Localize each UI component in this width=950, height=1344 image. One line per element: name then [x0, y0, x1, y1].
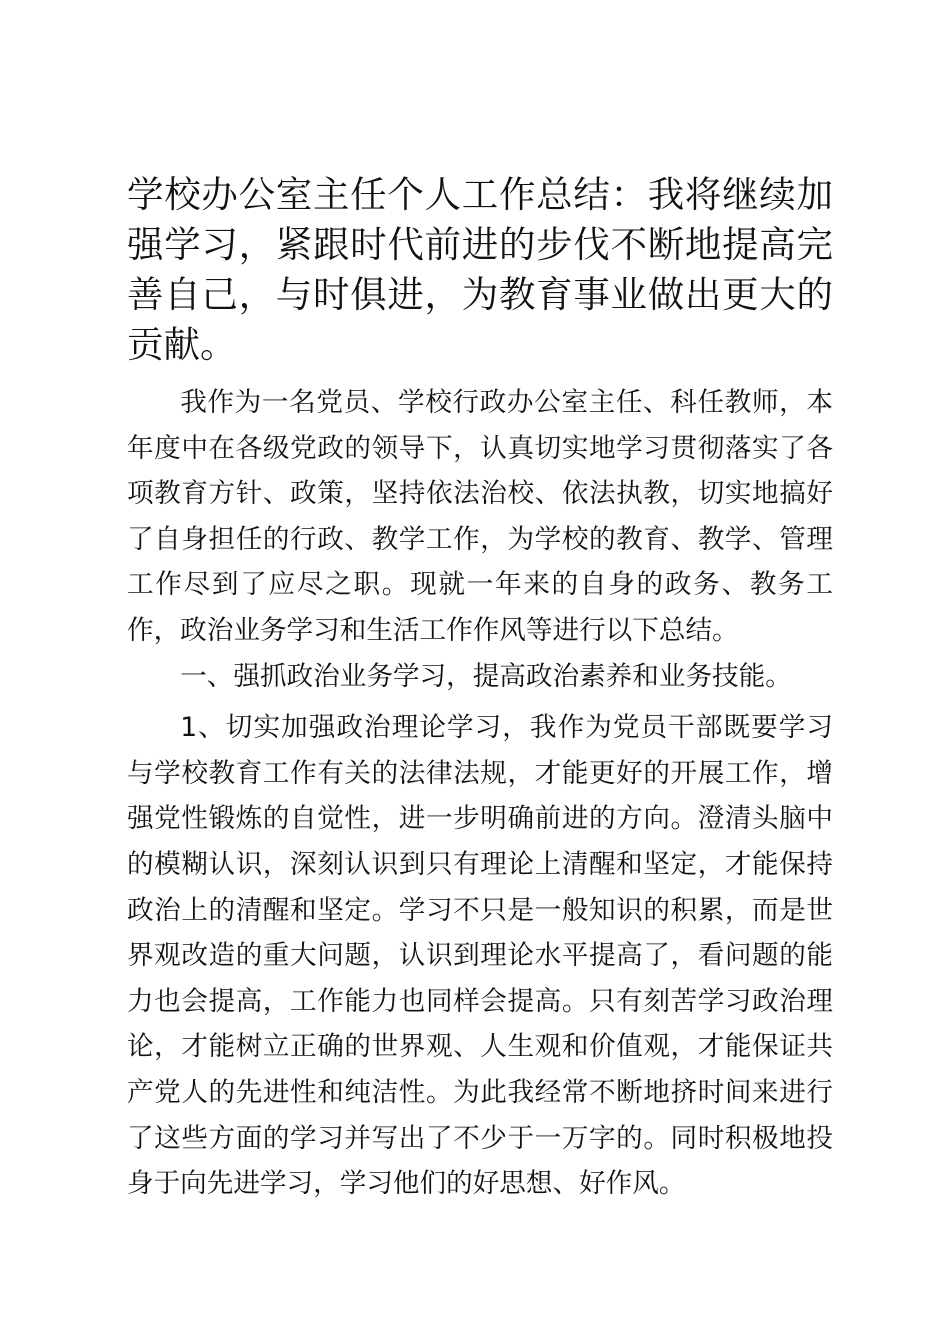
document-title: 学校办公室主任个人工作总结：我将继续加强学习，紧跟时代前进的步伐不断地提高完善自己，与时俱进，为教育事业做出更大的贡献。 — [127, 173, 833, 366]
paragraph-item-1: 1、切实加强政治理论学习，我作为党员干部既要学习与学校教育工作有关的法律法规，才能更好的开展工作，增强党性锻炼的自觉性，进一步明确前进的方向。澄清头脑中的模糊认识，深刻认识到只有理论上清醒和坚定，才能保持政治上的清醒和坚定。学习不只是一般知识的积累，而是世界观改造的重大问题，认识到理论水平提高了，看问题的能力也会提高，工作能力也同样会提高。只有刻苦学习政治理论，才能树立正确的世界观、人生观和价值观，才能保证共产党人的先进性和纯洁性。为此我经常不断地挤时间来进行了这些方面的学习并写出了不少于一万字的。同时积极地投身于向先进学习，学习他们的好思想、好作风。 — [127, 712, 833, 1200]
paragraph-intro: 我作为一名党员、学校行政办公室主任、科任教师，本年度中在各级党政的领导下，认真切实地学习贯彻落实了各项教育方针、政策，坚持依法治校、依法执教，切实地搞好了自身担任的行政、教学工作，为学校的教育、教学、管理工作尽到了应尽之职。现就一年来的自身的政务、教务工作，政治业务学习和生活工作作风等进行以下总结。 — [127, 387, 833, 646]
section-heading-1: 一、强抓政治业务学习，提高政治素养和业务技能。 — [180, 660, 792, 692]
document-body — [127, 170, 833, 1207]
